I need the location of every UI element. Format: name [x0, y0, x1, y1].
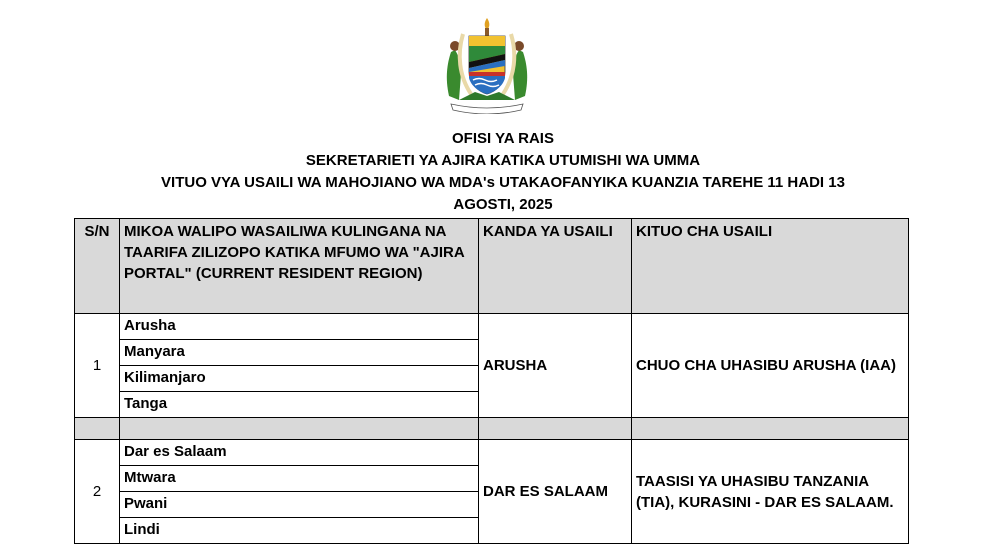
- interview-zone: DAR ES SALAAM: [479, 440, 632, 544]
- serial-number: 1: [75, 314, 120, 418]
- column-header-centre: KITUO CHA USAILI: [632, 219, 909, 314]
- region-name: Manyara: [120, 340, 479, 366]
- region-name: Kilimanjaro: [120, 366, 479, 392]
- document-title-date: AGOSTI, 2025: [453, 196, 553, 213]
- region-name: Tanga: [120, 392, 479, 418]
- table-row: [75, 440, 909, 466]
- separator-cell: [479, 418, 632, 440]
- serial-number: 2: [75, 440, 120, 544]
- column-header-zone: KANDA YA USAILI: [479, 219, 632, 314]
- interview-zone: ARUSHA: [479, 314, 632, 418]
- region-name: Pwani: [120, 492, 479, 518]
- separator-cell: [75, 418, 120, 440]
- separator-cell: [120, 418, 479, 440]
- table-header-row: [75, 219, 909, 314]
- separator-cell: [632, 418, 909, 440]
- interview-centres-table: [74, 218, 909, 544]
- interview-centre: CHUO CHA UHASIBU ARUSHA (IAA): [632, 314, 909, 418]
- secretariat-title: SEKRETARIETI YA AJIRA KATIKA UTUMISHI WA UMMA: [305, 152, 701, 169]
- document-title: VITUO VYA USAILI WA MAHOJIANO WA MDA's UTAKAOFANYIKA KUANZIA TAREHE 11 HADI 13: [161, 174, 845, 191]
- region-name: Arusha: [120, 314, 479, 340]
- column-header-regions: MIKOA WALIPO WASAILIWA KULINGANA NA TAARIFA ZILIZOPO KATIKA MFUMO WA "AJIRA PORTAL" (CURRENT RESIDENT REGION): [120, 219, 479, 314]
- region-name: Lindi: [120, 518, 479, 544]
- table-separator-row: [75, 418, 909, 440]
- table-row: [75, 314, 909, 340]
- region-name: Dar es Salaam: [120, 440, 479, 466]
- column-header-sn: S/N: [75, 219, 120, 314]
- interview-centre: TAASISI YA UHASIBU TANZANIA (TIA), KURASINI - DAR ES SALAAM.: [632, 440, 909, 544]
- office-title: OFISI YA RAIS: [452, 130, 554, 147]
- region-name: Mtwara: [120, 466, 479, 492]
- coat-of-arms-emblem: [437, 14, 537, 114]
